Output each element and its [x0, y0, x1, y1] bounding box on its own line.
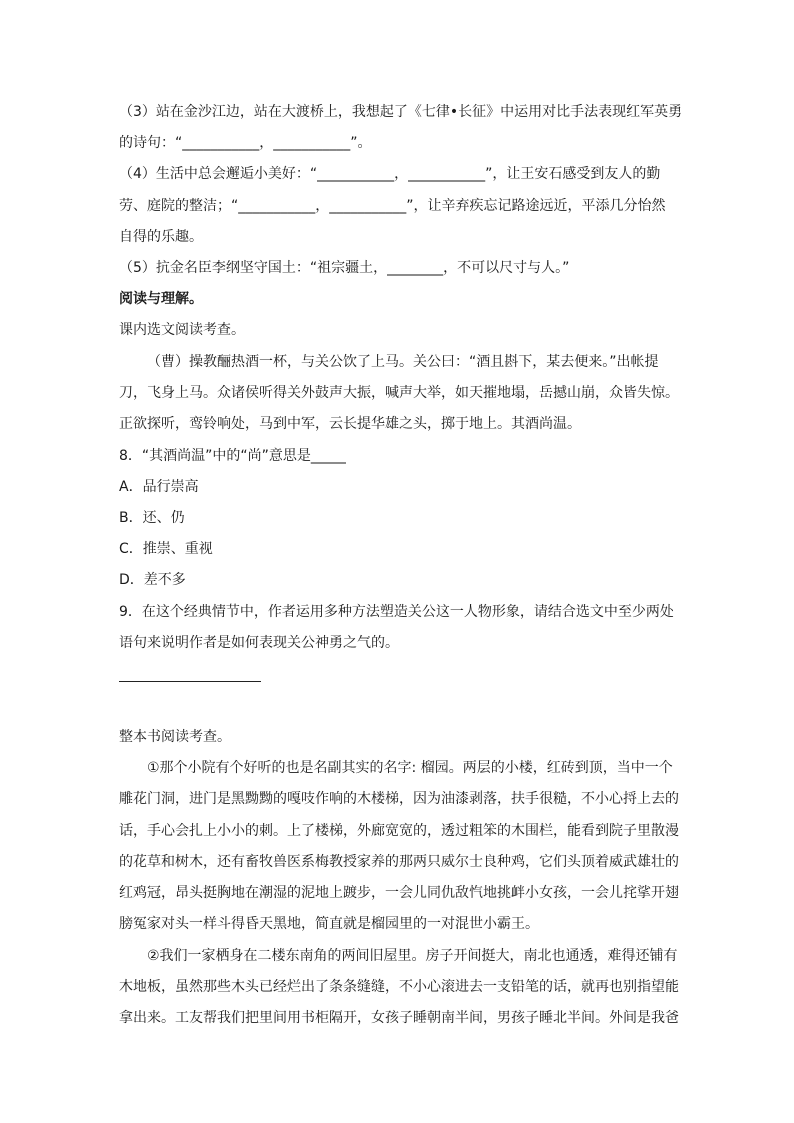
section-heading: 阅读与理解。 — [119, 291, 203, 307]
passage1-line-2: 刀，飞身上马。众诸侯听得关外鼓声大振，喊声大举，如天摧地塌，岳撼山崩，众皆失惊。 — [119, 385, 679, 401]
question-8-option-b: B．还、仍 — [119, 510, 185, 526]
question-9-line-2: 语句来说明作者是如何表现关公神勇之气的。 — [119, 635, 399, 651]
question-8-option-a: A．品行崇高 — [119, 479, 199, 495]
passage2-line-7: ②我们一家栖身在二楼东南角的两间旧屋里。房子开间挺大，南北也通透，难得还铺有 — [147, 948, 678, 964]
question-7-5-line: （5）抗金名臣李纲坚守国土：“祖宗疆土，________，不可以尺寸与人。” — [119, 260, 570, 276]
subsection-title-whole-book: 整本书阅读考查。 — [119, 729, 231, 745]
question-8-option-d: D．差不多 — [119, 572, 186, 588]
question-7-3-line-1: （3）站在金沙江边，站在大渡桥上，我想起了《七律•长征》中运用对比手法表现红军英勇 — [119, 104, 683, 120]
passage2-line-9: 拿出来。工友帮我们把里间用书柜隔开，女孩子睡朝南半间，男孩子睡北半间。外间是我爸 — [119, 1010, 679, 1026]
question-7-4-line-1: （4）生活中总会邂逅小美好：“___________，___________”，让王安石感受到友人的勤 — [119, 166, 661, 182]
question-8-stem: 8．“其酒尚温”中的“尚”意思是_____ — [119, 448, 346, 464]
answer-line — [119, 681, 261, 682]
question-7-4-line-3: 自得的乐趣。 — [119, 229, 203, 245]
passage2-line-5: 红鸡冠，昂头挺胸地在潮湿的泥地上踱步，一会儿同仇敌忾地挑衅小女孩，一会儿挓挲开翅 — [119, 885, 679, 901]
passage2-line-8: 木地板，虽然那些木头已经烂出了条条缝缝，不小心滚进去一支铅笔的话，就再也别指望能 — [119, 979, 679, 995]
passage2-line-2: 雕花门洞，进门是黑黝黝的嘎吱作响的木楼梯，因为油漆剥落，扶手很糙，不小心捋上去的 — [119, 791, 679, 807]
question-7-3-line-2: 的诗句：“___________，___________”。 — [119, 135, 372, 151]
passage2-line-4: 的花草和树木，还有畜牧兽医系梅教授家养的那两只威尔士良种鸡，它们头顶着威武雄壮的 — [119, 854, 679, 870]
passage1-line-3: 正欲探听，鸾铃响处，马到中军，云长提华雄之头，掷于地上。其酒尚温。 — [119, 416, 581, 432]
passage1-line-1: （曹）操教酾热酒一杯，与关公饮了上马。关公曰：“酒且斟下，某去便来。”出帐提 — [147, 354, 659, 370]
passage2-line-3: 话，手心会扎上小小的刺。上了楼梯，外廊宽宽的，透过粗笨的木围栏，能看到院子里散漫 — [119, 823, 679, 839]
question-7-4-line-2: 劳、庭院的整洁；“___________，___________”，让辛弃疾忘记路途远近，平添几分怡然 — [119, 198, 666, 214]
passage2-line-1: ①那个小院有个好听的也是名副其实的名字: 榴园。两层的小楼，红砖到顶，当中一个 — [147, 760, 673, 776]
question-9-line-1: 9．在这个经典情节中，作者运用多种方法塑造关公这一人物形象，请结合选文中至少两处 — [119, 604, 674, 620]
passage2-line-6: 膀冤家对头一样斗得昏天黑地，简直就是榴园里的一对混世小霸王。 — [119, 916, 539, 932]
subsection-title-in-class: 课内选文阅读考查。 — [119, 322, 245, 338]
question-8-option-c: C．推崇、重视 — [119, 541, 213, 557]
